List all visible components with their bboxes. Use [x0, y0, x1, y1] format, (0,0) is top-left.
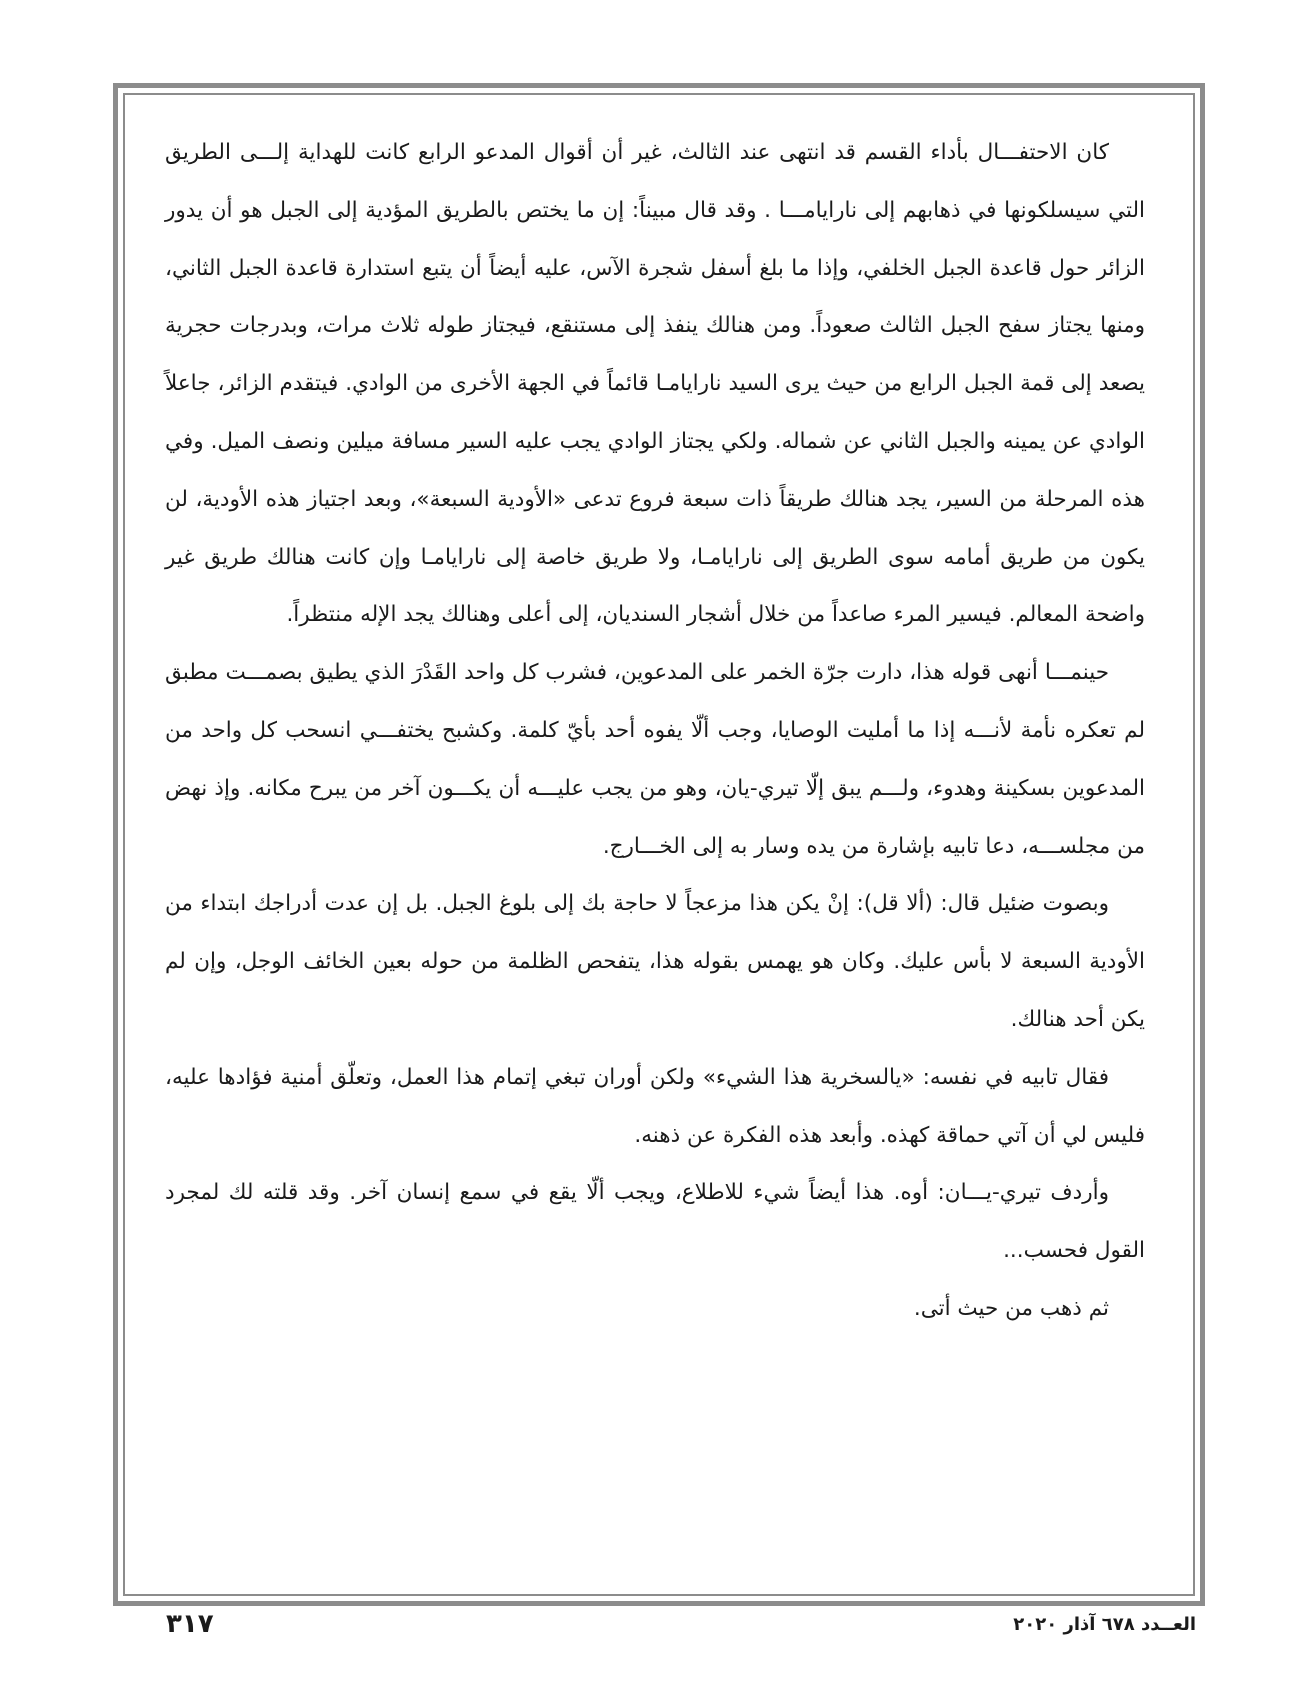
- page-number: ٣١٧: [166, 1609, 214, 1639]
- paragraph-1: كان الاحتفـــال بأداء القسم قد انتهى عند الثالث، غير أن أقوال المدعو الرابع كانت للهداية إلـــى الطريق التي سيسلكونها في ذهابهم إلى نارايامـــا . وقد قال مبيناً: إن ما يختص بالطريق المؤدية إلى الجبل هو أن يدور الزائر حول قاعدة الجبل الخلفي، وإذا ما بلغ أسفل شجرة الآس، عليه أيضاً أن يتبع استدارة قاعدة الجبل الثاني، ومنها يجتاز سفح الجبل الثالث صعوداً. ومن هنالك ينفذ إلى مستنقع، فيجتاز طوله ثلاث مرات، وبدرجات حجرية يصعد إلى قمة الجبل الرابع من حيث يرى السيد نارايامـا قائماً في الجهة الأخرى من الوادي. فيتقدم الزائر، جاعلاً الوادي عن يمينه والجبل الثاني عن شماله. ولكي يجتاز الوادي يجب عليه السير مسافة ميلين ونصف الميل. وفي هذه المرحلة من السير، يجد هنالك طريقاً ذات سبعة فروع تدعى «الأودية السبعة»، وبعد اجتياز هذه الأودية، لن يكون من طريق أمامه سوى الطريق إلى نارايامـا، ولا طريق خاصة إلى نارايامـا وإن كانت هنالك طريق غير واضحة المعالم. فيسير المرء صاعداً من خلال أشجار السنديان، إلى أعلى وهنالك يجد الإله منتظراً.: [165, 140, 1145, 628]
- issue-info: العــدد ٦٧٨ آذار ٢٠٢٠: [1013, 1614, 1196, 1635]
- paragraph-6: ثم ذهب من حيث أتى.: [913, 1295, 1109, 1321]
- paragraph-3: وبصوت ضئيل قال: (ألا قل): إنْ يكن هذا مزعجاً لا حاجة بك إلى بلوغ الجبل. بل إن عدت أدراجك ابتداء من الأودية السبعة لا بأس عليك. وكان هو يهمس بقوله هذا، يتفحص الظلمة من حوله بعين الخائف الوجل، وإن لم يكن أحد هنالك.: [165, 891, 1145, 1032]
- article-body: [165, 124, 1145, 1338]
- paragraph-2: حينمـــا أنهى قوله هذا، دارت جرّة الخمر على المدعوين، فشرب كل واحد القَدْرَ الذي يطيق بصمـــت مطبق لم تعكره نأمة لأنـــه إذا ما أمليت الوصايا، وجب ألّا يفوه أحد بأيّ كلمة. وكشبح يختفـــي انسحب كل واحد من المدعوين بسكينة وهدوء، ولـــم يبق إلّا تيري-يان، وهو من يجب عليـــه أن يكـــون آخر من يبرح مكانه. وإذ نهض من مجلســـه، دعا تابيه بإشارة من يده وسار به إلى الخـــارج.: [165, 660, 1145, 859]
- paragraph-4: فقال تابيه في نفسه: «يالسخرية هذا الشيء» ولكن أوران تبغي إتمام هذا العمل، وتعلّق أمنية فؤادها عليه، فليس لي أن آتي حماقة كهذه. وأبعد هذه الفكرة عن ذهنه.: [165, 1064, 1145, 1148]
- paragraph-5: وأردف تيري-يـــان: أوه. هذا أيضاً شيء للاطلاع، ويجب ألّا يقع في سمع إنسان آخر. وقد قلته لك لمجرد القول فحسب...: [165, 1180, 1145, 1264]
